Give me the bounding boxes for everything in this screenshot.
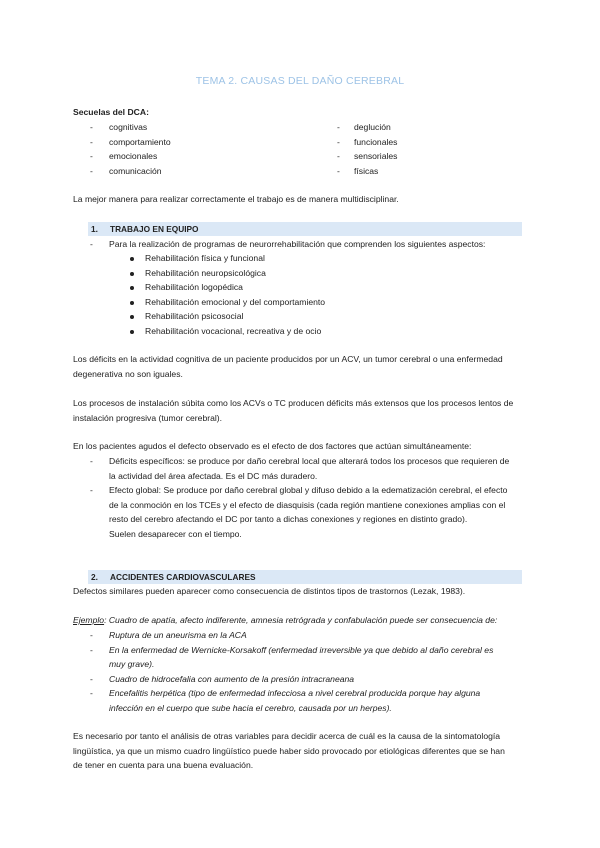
paragraph-line: degenerativa no son iguales. [73,368,183,379]
bullet [130,330,134,334]
dash: - [90,151,93,161]
example-line [73,613,528,628]
paragraph-line: En la enfermedad de Wernicke-Korsakoff (enfermedad irreversible ya que debido al daño cerebral es [109,644,494,655]
bullet [130,257,134,261]
paragraph-line: de tener en cuenta para una buena evaluación. [73,760,254,770]
list-item: Cuadro de hidrocefalia con aumento de la presión intracraneana [109,673,355,684]
intro-paragraph: La mejor manera para realizar correctamente el trabajo es de manera multidisciplinar. [73,194,399,204]
section-title: TRABAJO EN EQUIPO [110,224,199,234]
bullet [130,301,134,305]
list-item: Rehabilitación emocional y del comportamiento [145,296,326,307]
section-number: 1. [91,224,98,234]
dash: - [90,485,93,495]
paragraph-line: Suelen desaparecer con el tiempo. [109,528,242,539]
closing-paragraph [73,729,528,773]
example-label: Ejemplo [73,615,105,625]
dash: - [90,673,93,684]
list-item: cognitivas [109,122,148,132]
dash: - [90,644,93,655]
list-item: comportamiento [109,136,171,147]
dash: - [90,630,93,640]
list-item: sensoriales [354,151,398,161]
bullet [130,272,134,276]
factor-specific [109,454,529,483]
paragraph-line: infección en el cuerpo que sube hacia el cerebro, causada por un herpes). [109,702,392,713]
section-title: ACCIDENTES CARDIOVASCULARES [110,572,256,582]
dash: - [90,688,93,698]
dash: - [90,239,93,249]
dash: - [90,165,93,176]
list-item: funcionales [354,136,398,147]
section-2-header [88,570,522,584]
paragraph [73,396,528,425]
paragraph-line: lingüística, ya que un mismo cuadro lingüístico puede haber sido provocado por etiológicas diferentes que se han [73,745,505,756]
list-item [109,686,529,715]
paragraph-line: la actividad del área afectada. Es el DC más duradero. [109,470,318,481]
paragraph-line: muy grave). [109,659,155,669]
list-item: Rehabilitación física y funcional [145,253,265,263]
list-item: Ruptura de un aneurisma en la ACA [109,630,247,640]
dash: - [337,122,340,132]
paragraph-line: Los procesos de instalación súbita como los ACVs o TC producen déficits más extensos que los procesos lentos de [73,398,514,408]
secuelas-heading: Secuelas del DCA: [73,107,149,117]
list-item: físicas [354,165,379,176]
section-2-lead: Defectos similares pueden aparecer como consecuencia de distintos tipos de trastornos (Lezak, 1983). [73,586,466,596]
paragraph: En los pacientes agudos el defecto observado es el efecto de dos factores que actúan simultáneamente: [73,441,472,451]
dash: - [90,456,93,466]
list-item: deglución [354,122,391,132]
section-number: 2. [91,572,98,582]
paragraph-line: Los déficits en la actividad cognitiva de un paciente producidos por un ACV, un tumor cerebral o una enfermedad [73,354,503,364]
paragraph-line: Déficits específicos: se produce por daño cerebral local que alterará todos los procesos que requieren de [109,456,510,466]
section-1-header [88,222,522,236]
section-1-lead: Para la realización de programas de neurorrehabilitación que comprenden los siguientes aspectos: [109,239,486,249]
paragraph-line: instalación progresiva (tumor cerebral). [73,412,223,423]
factor-global [109,483,529,541]
list-item: Rehabilitación vocacional, recreativa y de ocio [145,325,322,336]
list-item: Rehabilitación neuropsicológica [145,267,266,278]
bullet [130,286,134,290]
list-item: comunicación [109,165,162,176]
list-item [109,643,529,672]
list-item: Rehabilitación psicosocial [145,311,244,321]
dash: - [337,151,340,161]
list-item: emocionales [109,151,158,161]
dash: - [337,136,340,147]
paragraph [73,352,528,381]
paragraph-line: de la conmoción en los TCEs y el efecto de diasquisis (cada región mantiene conexiones amplias con el [109,499,506,510]
paragraph-line: Encefalitis herpética (tipo de enfermedad infecciosa a nivel cerebral producida porque hay alguna [109,688,481,698]
page-title: TEMA 2. CAUSAS DEL DAÑO CEREBRAL [195,75,405,87]
list-item: Rehabilitación logopédica [145,282,243,292]
paragraph-line: Es necesario por tanto el análisis de otras variables para decidir acerca de cuál es la causa de la sintomatología [73,731,501,741]
bullet [130,315,134,319]
dash: - [90,136,93,147]
paragraph-line: Efecto global: Se produce por daño cerebral global y difuso debido a la edematización cerebral, el efecto [109,485,508,495]
dash: - [337,165,340,176]
paragraph-line: resto del cerebro afectando el DC por tanto a dichas conexiones y regiones en distinto grado). [109,514,468,524]
example-text: : Cuadro de apatía, afecto indiferente, amnesia retrógrada y confabulación puede ser consecuencia de: [104,615,498,625]
dash: - [90,122,93,132]
